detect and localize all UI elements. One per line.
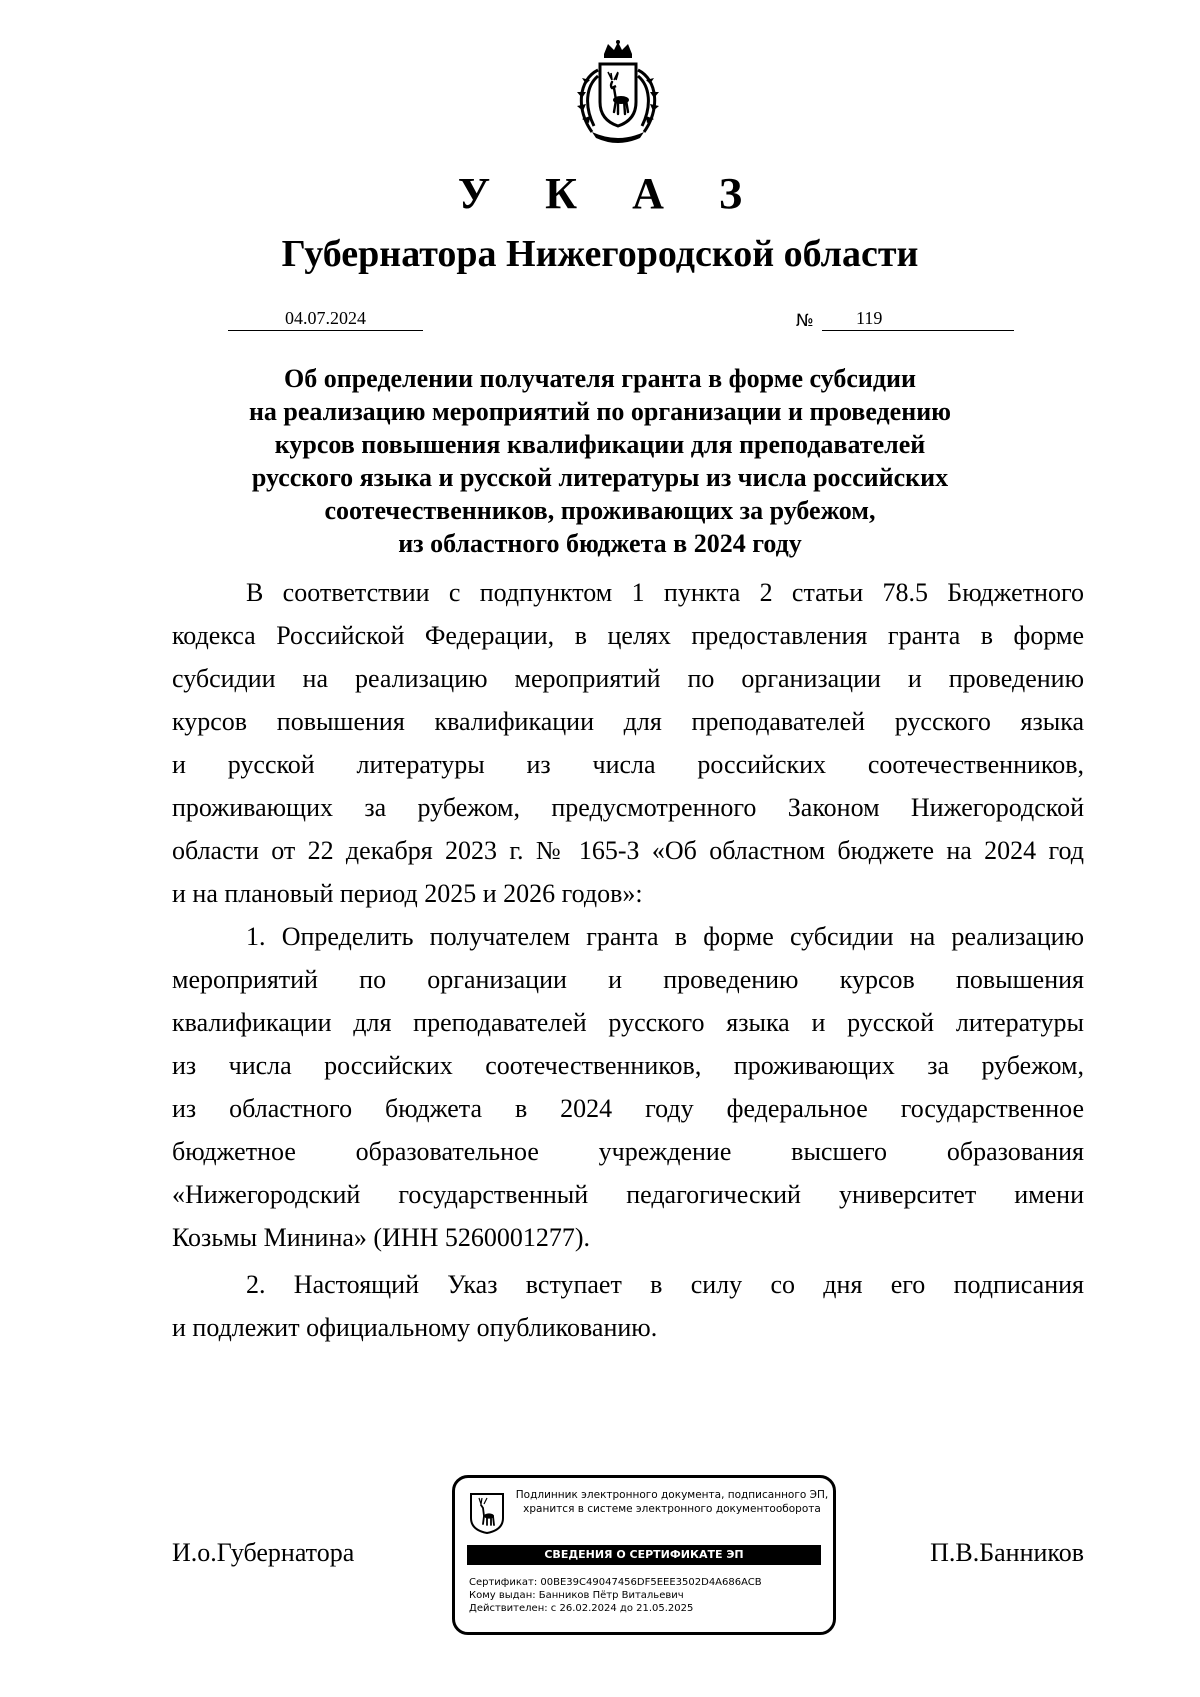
certificate-info-header: СВЕДЕНИЯ О СЕРТИФИКАТЕ ЭП [467, 1545, 821, 1565]
document-date: 04.07.2024 [228, 308, 423, 331]
certificate-number: Сертификат: 00BE39C49047456DF5EEE3502D4A686ACB [469, 1577, 762, 1588]
body-line: области от 22 декабря 2023 г. № 165-З «Об областном бюджете на 2024 год [172, 836, 1084, 865]
body-line: из числа российских соотечественников, проживающих за рубежом, [172, 1051, 1084, 1080]
body-line: 1. Определить получателем гранта в форме субсидии на реализацию [246, 922, 1084, 951]
number-sign: № [796, 311, 814, 331]
body-line: «Нижегородский государственный педагогический университет имени [172, 1180, 1084, 1209]
subject-line: курсов повышения квалификации для преподавателей [274, 430, 926, 459]
body-line: бюджетное образовательное учреждение высшего образования [172, 1137, 1084, 1166]
subject-line: русского языка и русской литературы из числа российских [251, 463, 949, 492]
signer-name: П.В.Банников [930, 1538, 1084, 1567]
body-line: субсидии на реализацию мероприятий по организации и проведению [172, 664, 1084, 693]
coat-of-arms-emblem [568, 40, 668, 146]
body-line: Козьмы Минина» (ИНН 5260001277). [172, 1223, 591, 1252]
electronic-signature-stamp [452, 1475, 836, 1635]
body-line: из областного бюджета в 2024 году федеральное государственное [172, 1094, 1084, 1123]
document-subject [200, 362, 1000, 560]
body-line: В соответствии с подпунктом 1 пункта 2 статьи 78.5 Бюджетного [246, 578, 1084, 607]
subject-line: из областного бюджета в 2024 году [398, 529, 802, 558]
deer-emblem-icon [469, 1492, 505, 1534]
certificate-validity: Действителен: с 26.02.2024 до 21.05.2025 [469, 1603, 694, 1614]
certificate-owner: Кому выдан: Банников Пётр Витальевич [469, 1590, 684, 1601]
body-line: проживающих за рубежом, предусмотренного Законом Нижегородской [172, 793, 1084, 822]
body-line: кодекса Российской Федерации, в целях предоставления гранта в форме [172, 621, 1084, 650]
subject-line: соотечественников, проживающих за рубежом, [324, 496, 876, 525]
body-line: и подлежит официальному опубликованию. [172, 1313, 658, 1342]
body-line: мероприятий по организации и проведению курсов повышения [172, 965, 1084, 994]
body-line: и русской литературы из числа российских соотечественников, [172, 750, 1084, 779]
subject-line: Об определении получателя гранта в форме субсидии [284, 364, 916, 393]
document-number-field [822, 308, 1014, 331]
body-line: курсов повышения квалификации для преподавателей русского языка [172, 707, 1084, 736]
body-line: 2. Настоящий Указ вступает в силу со дня его подписания [246, 1270, 1084, 1299]
signer-position: И.о.Губернатора [172, 1538, 355, 1567]
stamp-notice [513, 1488, 831, 1516]
body-line: квалификации для преподавателей русского языка и русской литературы [172, 1008, 1084, 1037]
document-number: 119 [856, 308, 883, 328]
certificate-details [469, 1576, 762, 1615]
document-type-title: У К А З [457, 169, 765, 218]
stamp-notice-line: хранится в системе электронного документооборота [523, 1503, 821, 1515]
subject-line: на реализацию мероприятий по организации и проведению [248, 397, 952, 426]
issuer-title: Губернатора Нижегородской области [281, 233, 919, 275]
stamp-notice-line: Подлинник электронного документа, подписанного ЭП, [515, 1489, 829, 1501]
body-line: и на плановый период 2025 и 2026 годов»: [172, 879, 643, 908]
